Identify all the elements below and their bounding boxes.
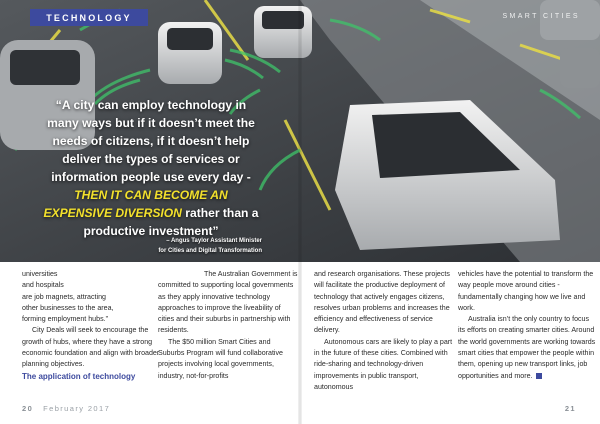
col3-paragraph-1: and research organisations. These projects will facilitate the productive deployment of technology that actively engages citizens, resolves urban problems and increases the efficiency and effectiveness of service delivery. [314, 270, 450, 335]
col4-paragraph-2 [458, 314, 598, 382]
col1-line-3: are job magnets, attracting [22, 292, 106, 301]
col1-paragraph-2: City Deals will seek to encourage the growth of hubs, where they have a strong economic foundation and align with broader planning objectives. [22, 326, 160, 369]
col4-paragraph-1: vehicles have the potential to transform the way people move around cities - fundamentally changing how we live and work. [458, 270, 594, 312]
col1-line-1: universities [22, 270, 58, 278]
col3-paragraph-2: Autonomous cars are likely to play a part in the future of these cities. Combined with ride-sharing and technology-driven improvements in public transport, autonomous [314, 337, 453, 391]
page-number-left: 20 [22, 404, 34, 413]
col1-line-2: and hospitals [22, 281, 64, 290]
section-tag: TECHNOLOGY [30, 9, 148, 26]
section-title-right: SMART CITIES [502, 13, 580, 20]
page-number-right: 21 [564, 404, 576, 413]
footer-left [22, 404, 110, 413]
subheading: The application of technology [22, 371, 136, 381]
attribution-line-2: for Cities and Digital Transformation [158, 248, 262, 254]
quote-text-before: “A city can employ technology in many ways but if it doesn’t meet the needs of citizens, if it doesn’t help deliver the types of services or information people use every day - [47, 98, 255, 184]
col2-paragraph-2: The $50 million Smart Cities and Suburbs Program will fund collaborative projects involving local governments, industry, not-for-profits [158, 337, 283, 380]
col2-paragraph-1: The Australian Government is committed to supporting local governments as they apply innovative technology approaches to improve the liveability of cities and their suburbs in partnership with residents. [158, 270, 298, 335]
attribution-line-1: – Angus Taylor Assistant Minister [166, 238, 262, 244]
col1-line-4: other businesses to the area, [22, 303, 114, 312]
quote-attribution [62, 236, 262, 256]
quote-text-after: rather than a productive investment” [83, 206, 259, 238]
issue-date: February 2017 [43, 404, 111, 413]
column-4 [458, 269, 598, 382]
page-gutter [298, 0, 302, 424]
column-1 [22, 269, 162, 382]
quote-highlight: THEN IT CAN BECOME AN EXPENSIVE DIVERSION [43, 188, 228, 220]
end-of-article-icon [536, 373, 542, 379]
pull-quote [40, 96, 262, 240]
col1-line-5: forming employment hubs.” [22, 315, 108, 324]
column-2 [158, 269, 298, 382]
col4-paragraph-2-text: Australia isn’t the only country to focus its efforts on creating smarter cities. Around the world governments are working towards smart cities that empower the people within them, opening up new transport links, job opportunities and more. [458, 315, 596, 380]
column-3 [314, 269, 454, 393]
